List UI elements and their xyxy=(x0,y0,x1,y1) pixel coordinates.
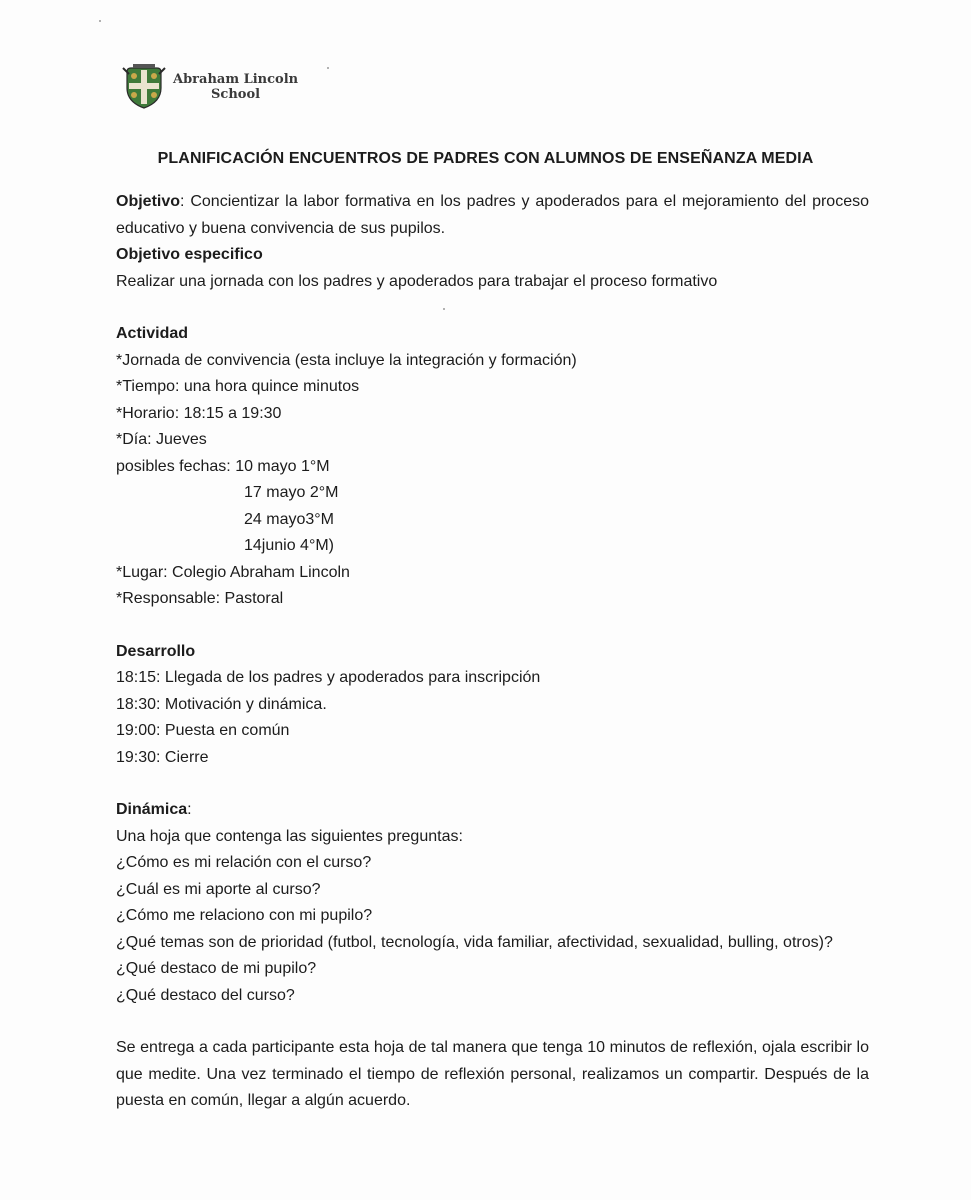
desarrollo-item: 19:00: Puesta en común xyxy=(116,722,290,739)
fecha-item: 17 mayo 2°M xyxy=(244,484,339,501)
school-name-line2: School xyxy=(211,87,261,102)
school-logo xyxy=(121,64,298,110)
desarrollo-item: 18:15: Llegada de los padres y apoderados para inscripción xyxy=(116,669,541,686)
pregunta-item: ¿Cómo es mi relación con el curso? xyxy=(116,854,372,871)
scan-speck xyxy=(99,20,101,22)
spacer xyxy=(116,1009,869,1035)
dinamica-heading: Dinámica xyxy=(116,801,188,818)
objetivo-especifico-text: Realizar una jornada con los padres y apoderados para trabajar el proceso formativo xyxy=(116,272,718,290)
fecha-item: 24 mayo3°M xyxy=(244,510,334,528)
objetivo-especifico-label: Objetivo especifico xyxy=(116,246,263,263)
fechas-line xyxy=(116,454,869,481)
dinamica-colon: : xyxy=(187,801,192,818)
pregunta-item: ¿Cuál es mi aporte al curso? xyxy=(116,880,321,898)
desarrollo-item: 18:30: Motivación y dinámica. xyxy=(116,695,327,713)
spacer xyxy=(116,771,869,797)
desarrollo-item: 19:30: Cierre xyxy=(116,748,209,766)
school-crest-icon xyxy=(121,64,167,110)
actividad-item: *Día: Jueves xyxy=(116,431,207,448)
lugar-line: *Lugar: Colegio Abraham Lincoln xyxy=(116,563,350,581)
fecha-item: 10 mayo 1°M xyxy=(235,457,330,475)
spacer xyxy=(116,613,869,639)
pregunta-item: ¿Qué destaco de mi pupilo? xyxy=(116,960,317,977)
actividad-item: *Jornada de convivencia (esta incluye la integración y formación) xyxy=(116,351,577,369)
scan-speck xyxy=(327,67,329,69)
actividad-item: *Horario: 18:15 a 19:30 xyxy=(116,404,282,422)
objetivo-paragraph xyxy=(116,189,869,242)
objetivo-text: : Concientizar la labor formativa en los padres y apoderados para el mejoramiento del proceso educativo y buena convivencia de sus pupilos. xyxy=(116,193,869,237)
dinamica-heading-line xyxy=(116,797,869,824)
school-name-line1: Abraham Lincoln xyxy=(173,72,299,87)
pregunta-item: ¿Cómo me relaciono con mi pupilo? xyxy=(116,907,373,924)
document-title: PLANIFICACIÓN ENCUENTROS DE PADRES CON ALUMNOS DE ENSEÑANZA MEDIA xyxy=(157,150,814,167)
document-body xyxy=(116,189,869,1115)
cierre-paragraph: Se entrega a cada participante esta hoja de tal manera que tenga 10 minutos de reflexión, ojala escribir lo que medite. Una vez terminado el tiempo de reflexión personal, realizamos un compartir. Después de la puesta en común, llegar a algún acuerdo. xyxy=(116,1039,869,1109)
pregunta-item: ¿Qué temas son de prioridad (futbol, tecnología, vida familiar, afectividad, sexualidad, bulling, otros)? xyxy=(116,933,833,951)
objetivo-label: Objetivo xyxy=(116,193,181,210)
dinamica-intro: Una hoja que contenga las siguientes preguntas: xyxy=(116,827,463,845)
pregunta-item: ¿Qué destaco del curso? xyxy=(116,986,295,1004)
fecha-item: 14junio 4°M) xyxy=(244,537,334,554)
desarrollo-heading: Desarrollo xyxy=(116,642,196,660)
actividad-heading: Actividad xyxy=(116,325,189,342)
actividad-item: *Tiempo: una hora quince minutos xyxy=(116,378,360,395)
spacer xyxy=(116,295,869,321)
fechas-label: posibles fechas: xyxy=(116,457,236,475)
school-name xyxy=(173,72,298,102)
responsable-line: *Responsable: Pastoral xyxy=(116,590,284,607)
